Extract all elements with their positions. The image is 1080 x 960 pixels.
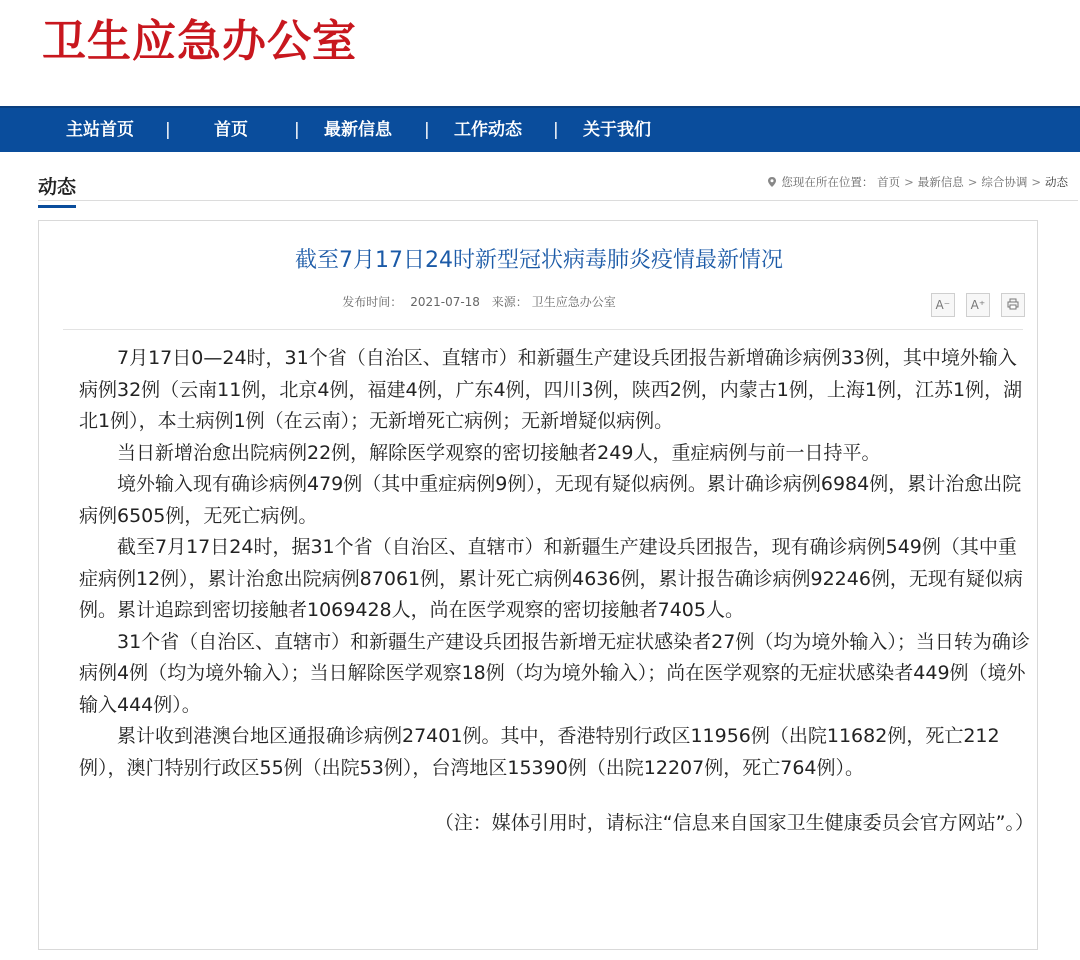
nav-separator: | (424, 120, 430, 140)
breadcrumb-item-home[interactable]: 首页 (877, 175, 901, 189)
article-paragraph: 累计收到港澳台地区通报确诊病例27401例。其中，香港特别行政区11956例（出院11682例，死亡212例），澳门特别行政区55例（出院53例），台湾地区15390例（出院12207例，死亡764例）。 (79, 725, 1000, 779)
breadcrumb-item-coordination[interactable]: 综合协调 (981, 175, 1028, 189)
site-header (0, 0, 1080, 106)
source-label: 来源： (491, 295, 528, 309)
article-title: 截至7月17日24时新型冠状病毒肺炎疫情最新情况 (295, 248, 783, 273)
nav-separator: | (294, 120, 300, 140)
nav-item-about-us[interactable]: 关于我们 (583, 120, 651, 140)
article-tools (925, 293, 1025, 317)
location-pin-icon (767, 177, 777, 187)
nav-item-latest-info[interactable]: 最新信息 (324, 120, 392, 140)
font-increase-button[interactable]: A⁺ (966, 293, 990, 317)
print-button[interactable] (1001, 293, 1025, 317)
meta-divider (63, 329, 1023, 330)
site-logo[interactable]: 卫生应急办公室 (42, 16, 357, 67)
nav-separator: | (165, 120, 171, 140)
nav-item-work-news[interactable]: 工作动态 (454, 120, 522, 140)
article-meta (39, 293, 1039, 310)
article-paragraph: 当日新增治愈出院病例22例，解除医学观察的密切接触者249人，重症病例与前一日持平。 (117, 441, 881, 464)
breadcrumb-current: 动态 (1045, 175, 1068, 189)
section-title: 动态 (38, 172, 76, 208)
font-decrease-button[interactable]: A⁻ (931, 293, 955, 317)
article-paragraph: 境外输入现有确诊病例479例（其中重症病例9例），无现有疑似病例。累计确诊病例6984例，累计治愈出院病例6505例，无死亡病例。 (79, 473, 1022, 527)
section-divider (38, 200, 1078, 201)
breadcrumb-prefix: 您现在所在位置： (781, 175, 874, 189)
publish-label: 发布时间： (342, 295, 403, 309)
breadcrumb-separator: > (1031, 175, 1041, 189)
publish-date: 2021-07-18 (410, 295, 480, 309)
breadcrumb-separator: > (904, 175, 914, 189)
article-paragraph: 截至7月17日24时，据31个省（自治区、直辖市）和新疆生产建设兵团报告，现有确诊病例549例（其中重症病例12例），累计治愈出院病例87061例，累计死亡病例4636例，累计报告确诊病例92246例，无现有疑似病例。累计追踪到密切接触者1069428人，尚在医学观察的密切接触者7405人。 (79, 536, 1023, 621)
breadcrumb-item-latest-info[interactable]: 最新信息 (917, 175, 964, 189)
article-paragraph: 7月17日0—24时，31个省（自治区、直辖市）和新疆生产建设兵团报告新增确诊病例33例，其中境外输入病例32例（云南11例，北京4例，福建4例，广东4例，四川3例，陕西2例，内蒙古1例，上海1例，江苏1例，湖北1例），本土病例1例（在云南）；无新增死亡病例；无新增疑似病例。 (79, 347, 1023, 432)
nav-item-main-home[interactable]: 主站首页 (66, 120, 134, 140)
main-navbar (0, 106, 1080, 152)
article-container (38, 220, 1038, 950)
breadcrumb (767, 174, 1068, 190)
article-note: （注：媒体引用时，请标注“信息来自国家卫生健康委员会官方网站”。） (434, 812, 1034, 834)
article-body (79, 343, 1034, 840)
print-icon (1007, 298, 1019, 310)
nav-item-home[interactable]: 首页 (214, 120, 248, 140)
article-source: 卫生应急办公室 (531, 295, 616, 309)
breadcrumb-separator: > (967, 175, 978, 189)
article-paragraph: 31个省（自治区、直辖市）和新疆生产建设兵团报告新增无症状感染者27例（均为境外输入）；当日转为确诊病例4例（均为境外输入）；当日解除医学观察18例（均为境外输入）；尚在医学观察的无症状感染者449例（境外输入444例）。 (79, 630, 1030, 716)
nav-separator: | (553, 120, 559, 140)
